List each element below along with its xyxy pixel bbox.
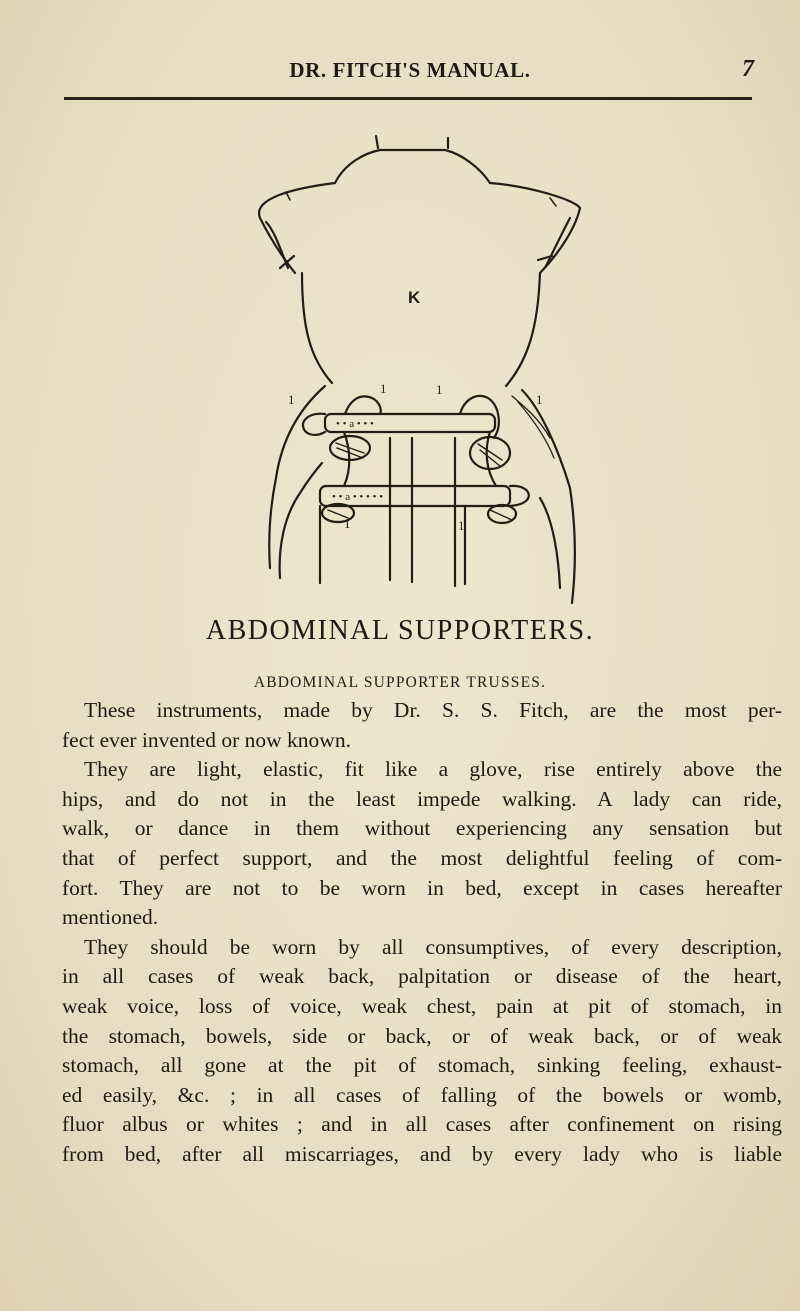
top-tabs	[376, 136, 448, 148]
text-line: from bed, after all miscarriages, and by every lady who is liable	[62, 1141, 782, 1166]
body-text	[62, 696, 782, 1170]
section-title: ABDOMINAL SUPPORTERS.	[205, 615, 595, 646]
text-line: They should be worn by all consumptives, of every description,	[84, 934, 782, 959]
paragraph-3	[62, 933, 782, 1170]
text-line: weak voice, loss of voice, weak chest, pain at pit of stomach, in	[62, 993, 782, 1018]
text-line: in all cases of weak back, palpitation or disease of the heart,	[62, 964, 782, 989]
pad-hatching	[328, 443, 512, 520]
text-line: the stomach, bowels, side or back, or of weak back, or of weak	[62, 1023, 782, 1048]
text-line: fluor albus or whites ; and in all cases after confinement on rising	[62, 1112, 782, 1137]
left-torso-side	[302, 273, 332, 383]
text-line: hips, and do not in the least impede walking. A lady can ride,	[62, 786, 782, 811]
figure-marker-upper-left: 1	[380, 381, 387, 396]
right-pad	[470, 437, 510, 469]
text-line: fect ever invented or now known.	[62, 727, 351, 752]
header-rule	[64, 97, 752, 100]
paragraph-1	[62, 696, 782, 755]
lower-belt-marks: • • a • • • • •	[332, 491, 384, 503]
figure-marker-right-side: 1	[536, 392, 543, 407]
text-line: stomach, all gone at the pit of stomach, sinking feeling, exhaust-	[62, 1053, 782, 1078]
right-torso-side	[506, 273, 540, 386]
text-line: that of perfect support, and the most delightful feeling of com-	[62, 845, 782, 870]
text-line: mentioned.	[62, 905, 159, 930]
page-header	[60, 58, 760, 94]
text-line: walk, or dance in them without experiencing any sensation but	[62, 816, 782, 841]
paragraph-2	[62, 755, 782, 933]
text-line: They are light, elastic, fit like a glove, rise entirely above the	[84, 757, 782, 782]
abdominal-supporter-illustration	[240, 108, 600, 608]
text-line: ed easily, &c. ; in all cases of falling of the bowels or womb,	[62, 1082, 782, 1107]
figure-marker-left-side: 1	[288, 392, 295, 407]
right-shoulder-outline	[490, 183, 580, 273]
upper-belt-marks: • • a • • •	[336, 418, 374, 430]
figure-marker-lower-right: 1	[458, 518, 465, 533]
page-number: 7	[742, 56, 754, 82]
text-line: These instruments, made by Dr. S. S. Fitch, are the most per-	[84, 698, 782, 722]
running-title: DR. FITCH'S MANUAL.	[289, 58, 531, 82]
figure-marker-upper-right: 1	[436, 382, 443, 397]
figure-marker-lower-left: 1	[344, 516, 351, 531]
right-hip-outline	[522, 390, 575, 603]
section-subtitle: ABDOMINAL SUPPORTER TRUSSES.	[253, 674, 547, 691]
figure-label-k: K	[408, 288, 421, 307]
text-line: fort. They are not to be worn in bed, except in cases hereafter	[62, 875, 782, 900]
torso-top-outline	[335, 150, 490, 183]
